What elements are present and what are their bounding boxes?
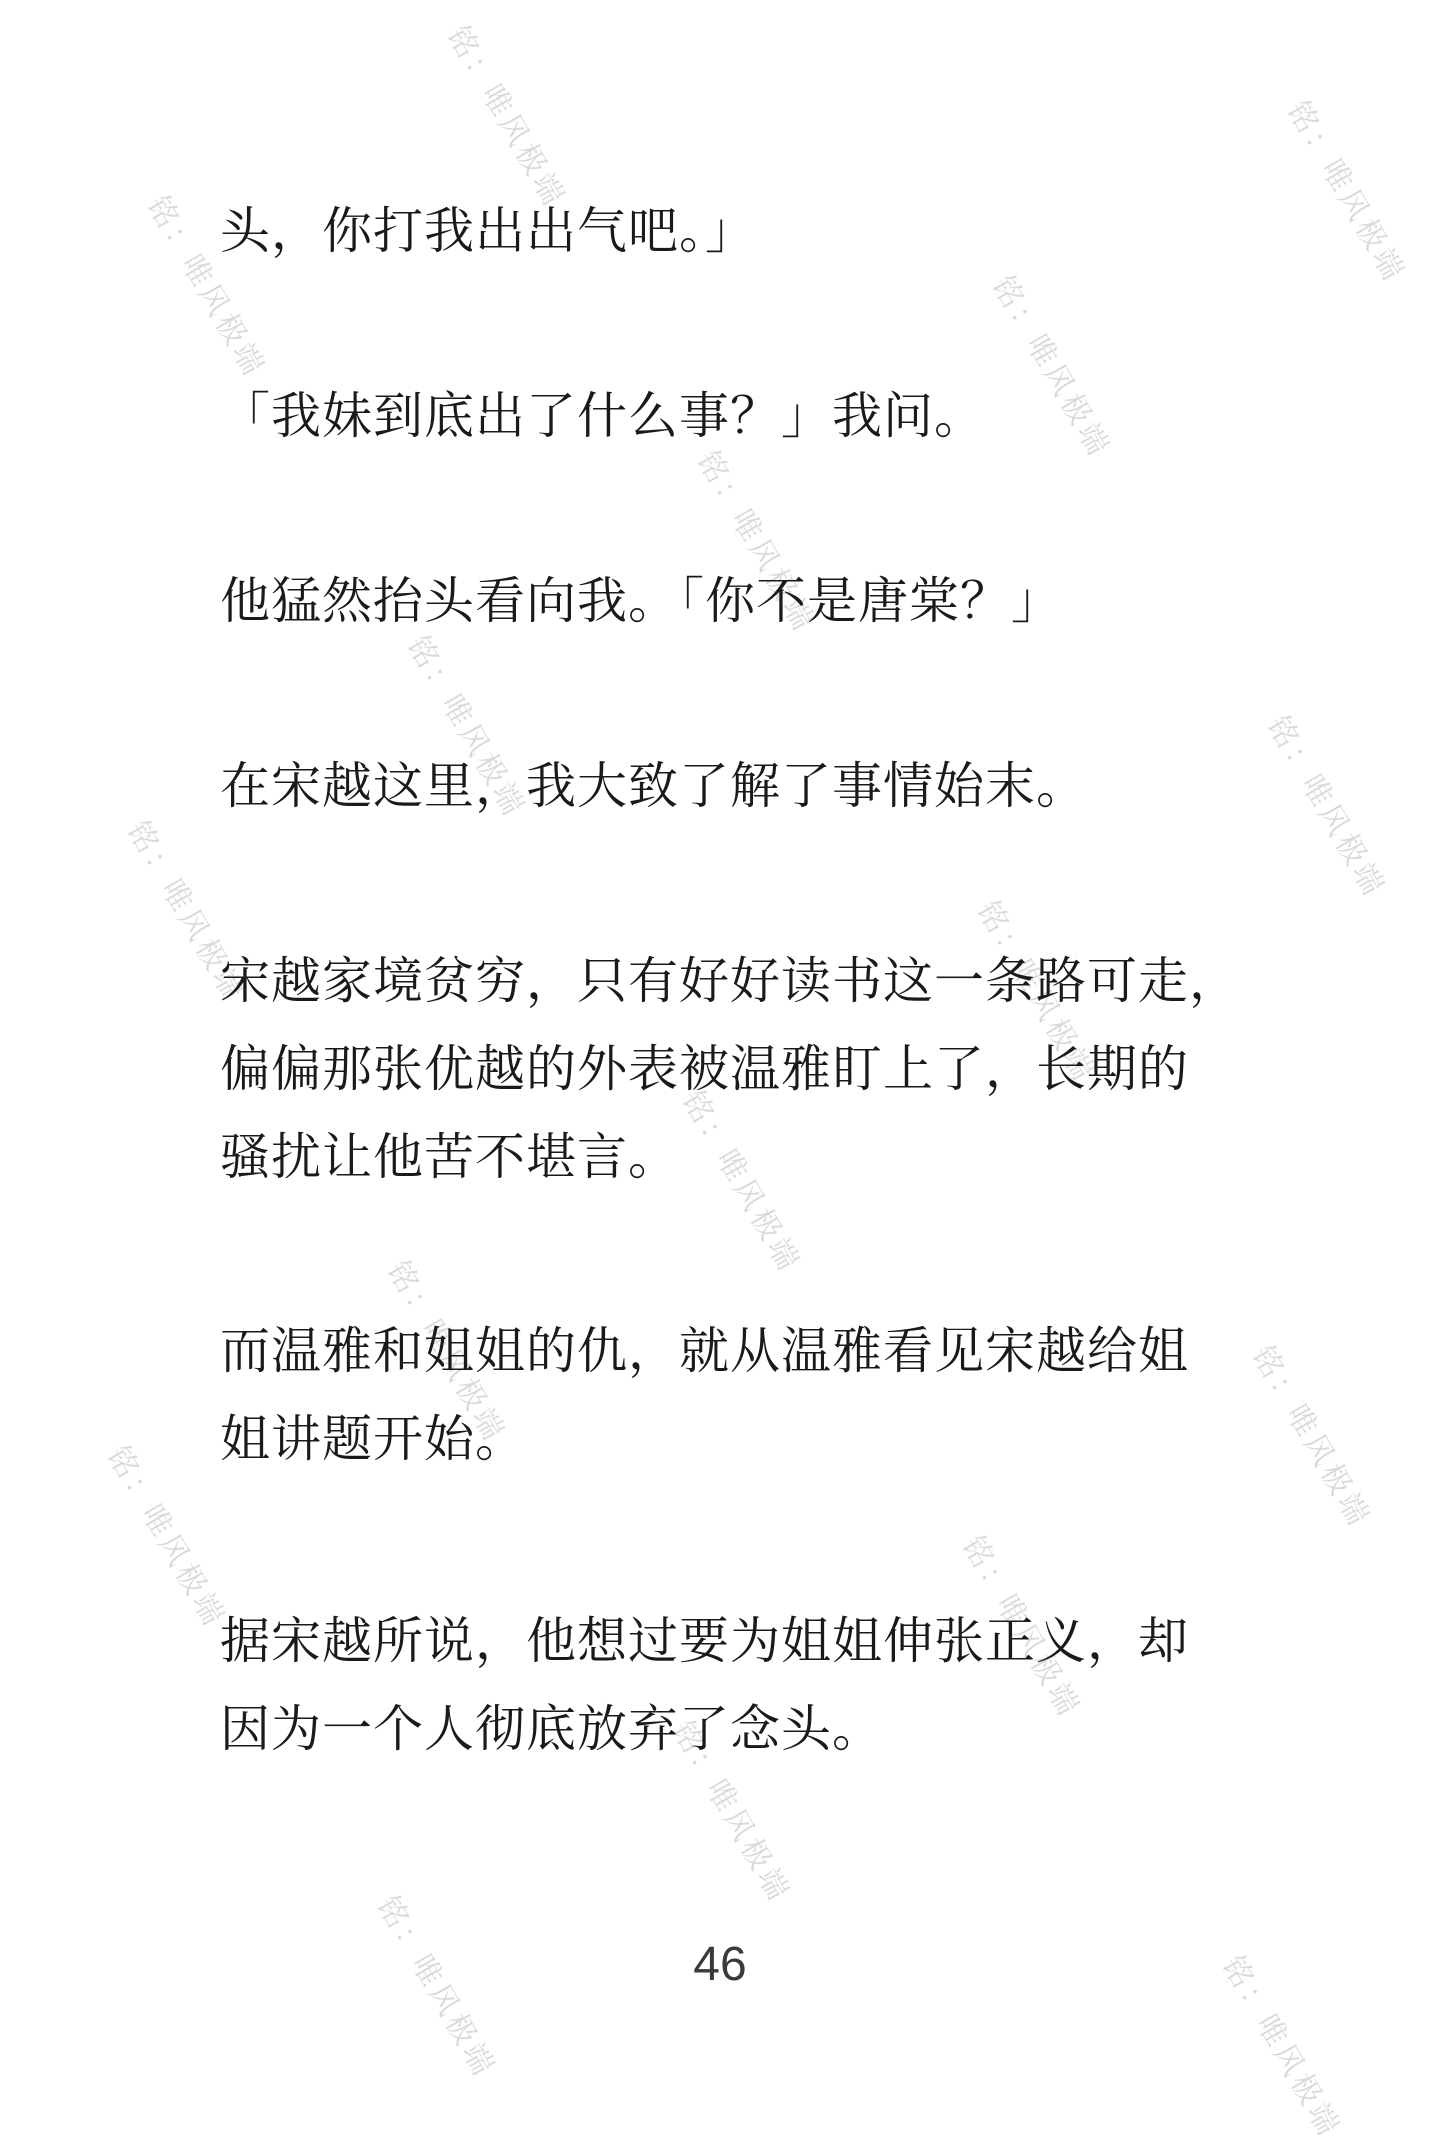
text-line: 在宋越这里，我大致了解了事情始末。 (220, 757, 1087, 815)
paragraph (220, 1597, 1260, 1773)
watermark: 铭：唯风极端 (439, 20, 572, 215)
watermark: 铭：唯风极端 (1279, 95, 1412, 290)
watermark: 铭：唯风极端 (954, 1530, 1087, 1725)
watermark: 铭：唯风极端 (689, 445, 822, 640)
watermark: 铭：唯风极端 (969, 895, 1102, 1090)
text-line: 姐讲题开始。 (220, 1410, 526, 1468)
watermark: 铭：唯风极端 (139, 190, 272, 385)
text-line: 他猛然抬头看向我。「你不是唐棠？」 (220, 572, 1062, 630)
watermark: 铭：唯风极端 (984, 270, 1117, 465)
watermark: 铭：唯风极端 (1259, 710, 1392, 905)
paragraph (220, 1307, 1260, 1483)
watermark: 铭：唯风极端 (379, 1255, 512, 1450)
text-line: 「我妹到底出了什么事？」我问。 (220, 387, 985, 445)
watermark: 铭：唯风极端 (99, 1440, 232, 1635)
text-line: 因为一个人彻底放弃了念头。 (220, 1700, 883, 1758)
paragraph (220, 372, 1260, 460)
text-line: 偏偏那张优越的外表被温雅盯上了，长期的 (220, 1040, 1189, 1098)
watermark: 铭：唯风极端 (399, 630, 532, 825)
paragraph (220, 187, 1260, 275)
page-number: 46 (693, 1938, 747, 1991)
watermark: 铭：唯风极端 (1244, 1340, 1377, 1535)
text-line: 据宋越所说，他想过要为姐姐伸张正义，却 (220, 1612, 1189, 1670)
paragraph (220, 937, 1260, 1201)
watermark: 铭：唯风极端 (674, 1085, 807, 1280)
watermark: 铭：唯风极端 (119, 815, 252, 1010)
text-line: 宋越家境贫穷，只有好好读书这一条路可走， (220, 952, 1240, 1010)
watermark: 铭：唯风极端 (369, 1890, 502, 2085)
text-line: 骚扰让他苦不堪言。 (220, 1128, 679, 1186)
text-line: 头，你打我出出气吧。」 (220, 202, 756, 260)
paragraph (220, 557, 1260, 645)
watermark: 铭：唯风极端 (1214, 1950, 1347, 2145)
text-line: 而温雅和姐姐的仇，就从温雅看见宋越给姐 (220, 1322, 1189, 1380)
watermark: 铭：唯风极端 (664, 1715, 797, 1910)
paragraph (220, 742, 1260, 830)
